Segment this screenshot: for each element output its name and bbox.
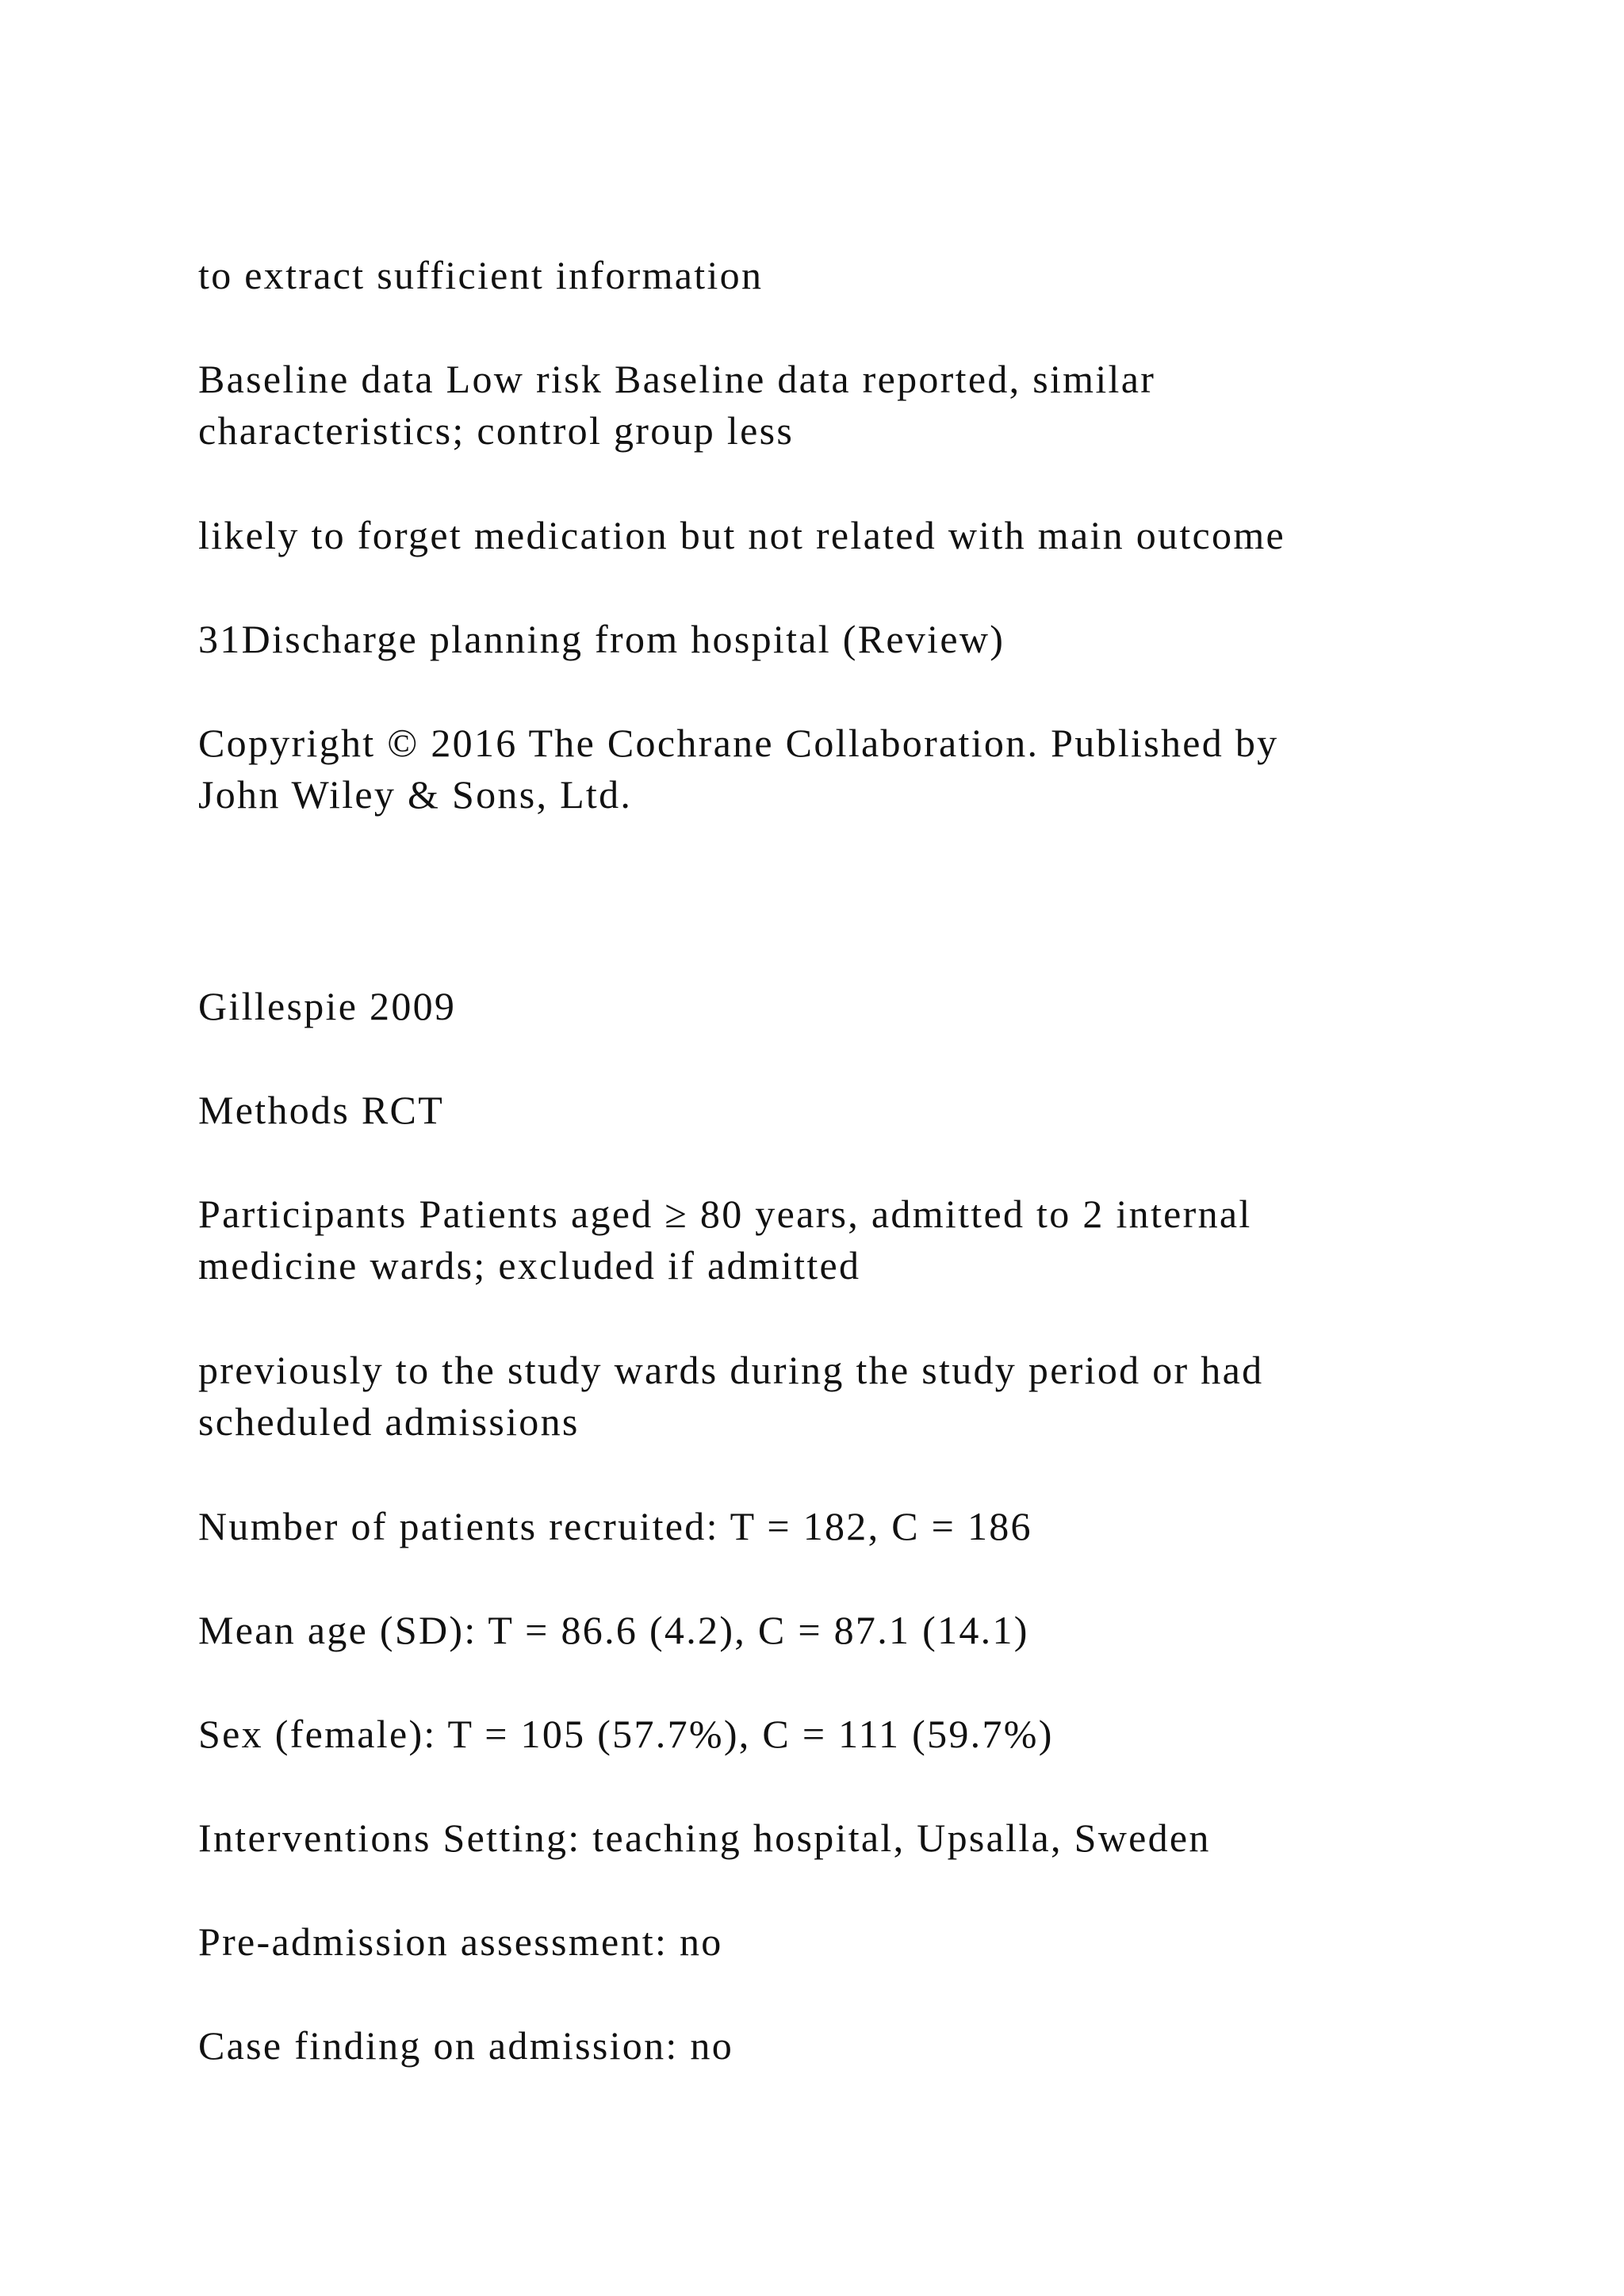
text-line: Sex (female): T = 105 (57.7%), C = 111 (59.7%) <box>198 1712 1054 1756</box>
text-line: to extract sufficient information <box>198 253 764 297</box>
text-line: medicine wards; excluded if admitted <box>198 1243 861 1288</box>
text-line: Gillespie 2009 <box>198 984 457 1028</box>
study-heading <box>198 981 1546 1032</box>
text-paragraph <box>198 1605 1546 1656</box>
text-line: John Wiley & Sons, Ltd. <box>198 772 633 817</box>
text-paragraph <box>198 354 1546 457</box>
text-paragraph <box>198 1501 1546 1552</box>
text-line: Case finding on admission: no <box>198 2023 734 2068</box>
text-line: Copyright © 2016 The Cochrane Collaboration. Published by <box>198 721 1279 765</box>
text-line: Methods RCT <box>198 1088 445 1132</box>
text-paragraph <box>198 510 1546 561</box>
text-paragraph <box>198 1345 1546 1448</box>
text-line: likely to forget medication but not related with main outcome <box>198 513 1286 557</box>
text-line: Baseline data Low risk Baseline data reported, similar <box>198 357 1156 401</box>
text-paragraph <box>198 250 1546 301</box>
text-paragraph <box>198 1709 1546 1760</box>
text-line: characteristics; control group less <box>198 408 795 453</box>
text-line: Number of patients recruited: T = 182, C = 186 <box>198 1504 1032 1548</box>
text-paragraph <box>198 1812 1546 1864</box>
text-line: scheduled admissions <box>198 1399 580 1444</box>
text-paragraph <box>198 1916 1546 1968</box>
text-paragraph <box>198 1085 1546 1136</box>
text-line: Mean age (SD): T = 86.6 (4.2), C = 87.1 (14.1) <box>198 1608 1029 1652</box>
text-paragraph <box>198 1188 1546 1292</box>
text-line: Participants Patients aged ≥ 80 years, admitted to 2 internal <box>198 1192 1252 1236</box>
text-line: Interventions Setting: teaching hospital, Upsalla, Sweden <box>198 1816 1211 1860</box>
copyright-notice <box>198 718 1546 821</box>
text-paragraph <box>198 2020 1546 2072</box>
text-line: 31Discharge planning from hospital (Review) <box>198 617 1005 661</box>
running-footer <box>198 614 1546 665</box>
text-line: previously to the study wards during the study period or had <box>198 1348 1264 1392</box>
text-line: Pre-admission assessment: no <box>198 1919 723 1964</box>
